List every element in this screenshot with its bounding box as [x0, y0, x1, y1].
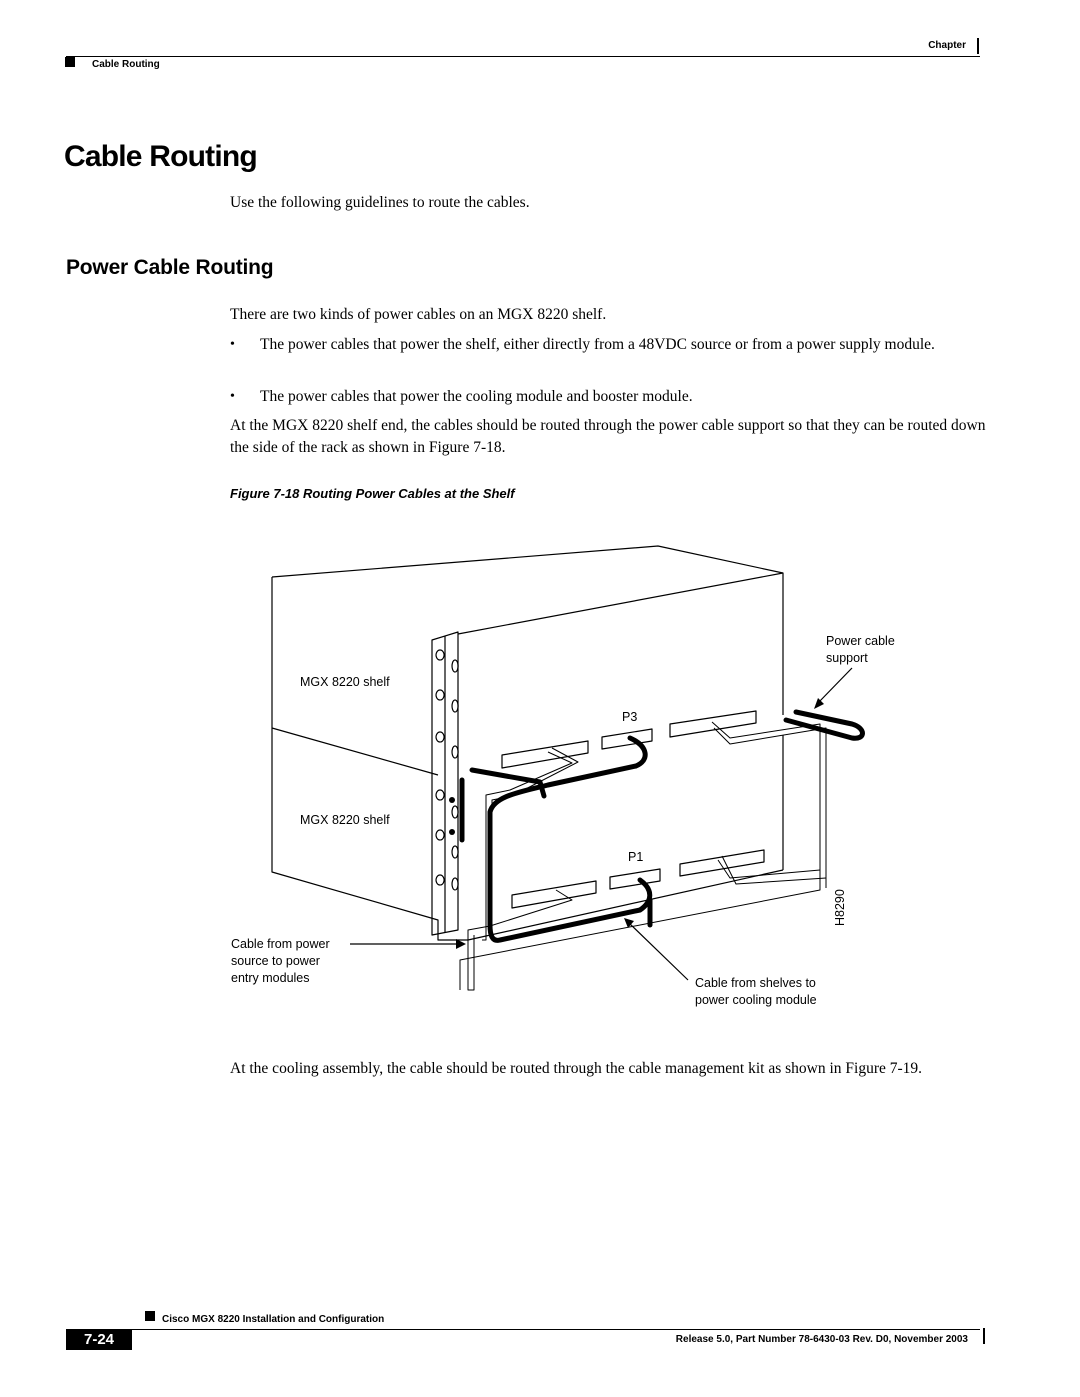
page-number: 7-24	[83, 1331, 115, 1348]
footer-release-info: Release 5.0, Part Number 78-6430-03 Rev. D0, November 2003	[675, 1334, 968, 1345]
support-arrow	[818, 668, 852, 703]
connector-slot	[512, 881, 596, 908]
shelf-outline	[272, 546, 783, 940]
shelf-divider	[272, 728, 438, 775]
thin-cable-lower-right	[718, 860, 820, 878]
thick-cable-p1	[490, 880, 650, 940]
header-chapter-label: Chapter	[928, 40, 966, 51]
label-shelves-line2: power cooling module	[695, 993, 817, 1007]
section-heading: Power Cable Routing	[66, 256, 274, 279]
shelves-arrow	[628, 922, 688, 980]
footer-book-title: Cisco MGX 8220 Installation and Configuration	[162, 1314, 385, 1325]
label-shelf-top: MGX 8220 shelf	[300, 675, 390, 689]
connector-slot	[610, 869, 660, 889]
shelf-front-bottom	[468, 870, 783, 940]
label-support-line2: support	[826, 651, 868, 665]
label-support-line1: Power cable	[826, 634, 895, 648]
label-p3: P3	[622, 710, 638, 724]
cooling-paragraph: At the cooling assembly, the cable should be routed through the cable management kit as shown in Figure 7-19.	[230, 1060, 923, 1077]
label-shelf-bottom: MGX 8220 shelf	[300, 813, 390, 827]
page-title: Cable Routing	[64, 140, 257, 173]
connector-slot	[680, 850, 764, 876]
label-shelves-line1: Cable from shelves to	[695, 976, 816, 990]
footer-vertical-bar	[983, 1328, 985, 1344]
section-lead: There are two kinds of power cables on an MGX 8220 shelf.	[230, 306, 607, 323]
label-source-line1: Cable from power	[231, 937, 330, 951]
bullet-marker: •	[230, 337, 235, 352]
footer-marker-square	[145, 1311, 155, 1321]
label-p1: P1	[628, 850, 644, 864]
support-loop	[786, 712, 863, 738]
bullet-marker: •	[230, 389, 235, 404]
bullet-item-2: The power cables that power the cooling module and booster module.	[260, 388, 693, 405]
routing-paragraph: At the MGX 8220 shelf end, the cables should be routed through the power cable support so that they can be routed down the side of the rack as shown in Figure 7-18.	[230, 417, 986, 456]
footer-rule	[66, 1329, 980, 1330]
label-figure-id: H8290	[833, 889, 847, 926]
shelf-front-face	[458, 573, 783, 634]
bullet-item-1: The power cables that power the shelf, either directly from a 48VDC source or from a power supply module.	[260, 336, 935, 353]
intro-paragraph: Use the following guidelines to route the cables.	[230, 194, 530, 211]
thick-cable-support	[472, 770, 544, 796]
header-section-label: Cable Routing	[92, 59, 160, 70]
connector-slot	[670, 711, 756, 737]
figure-caption: Figure 7-18 Routing Power Cables at the Shelf	[230, 486, 515, 501]
label-source-line3: entry modules	[231, 971, 310, 985]
label-source-line2: source to power	[231, 954, 320, 968]
